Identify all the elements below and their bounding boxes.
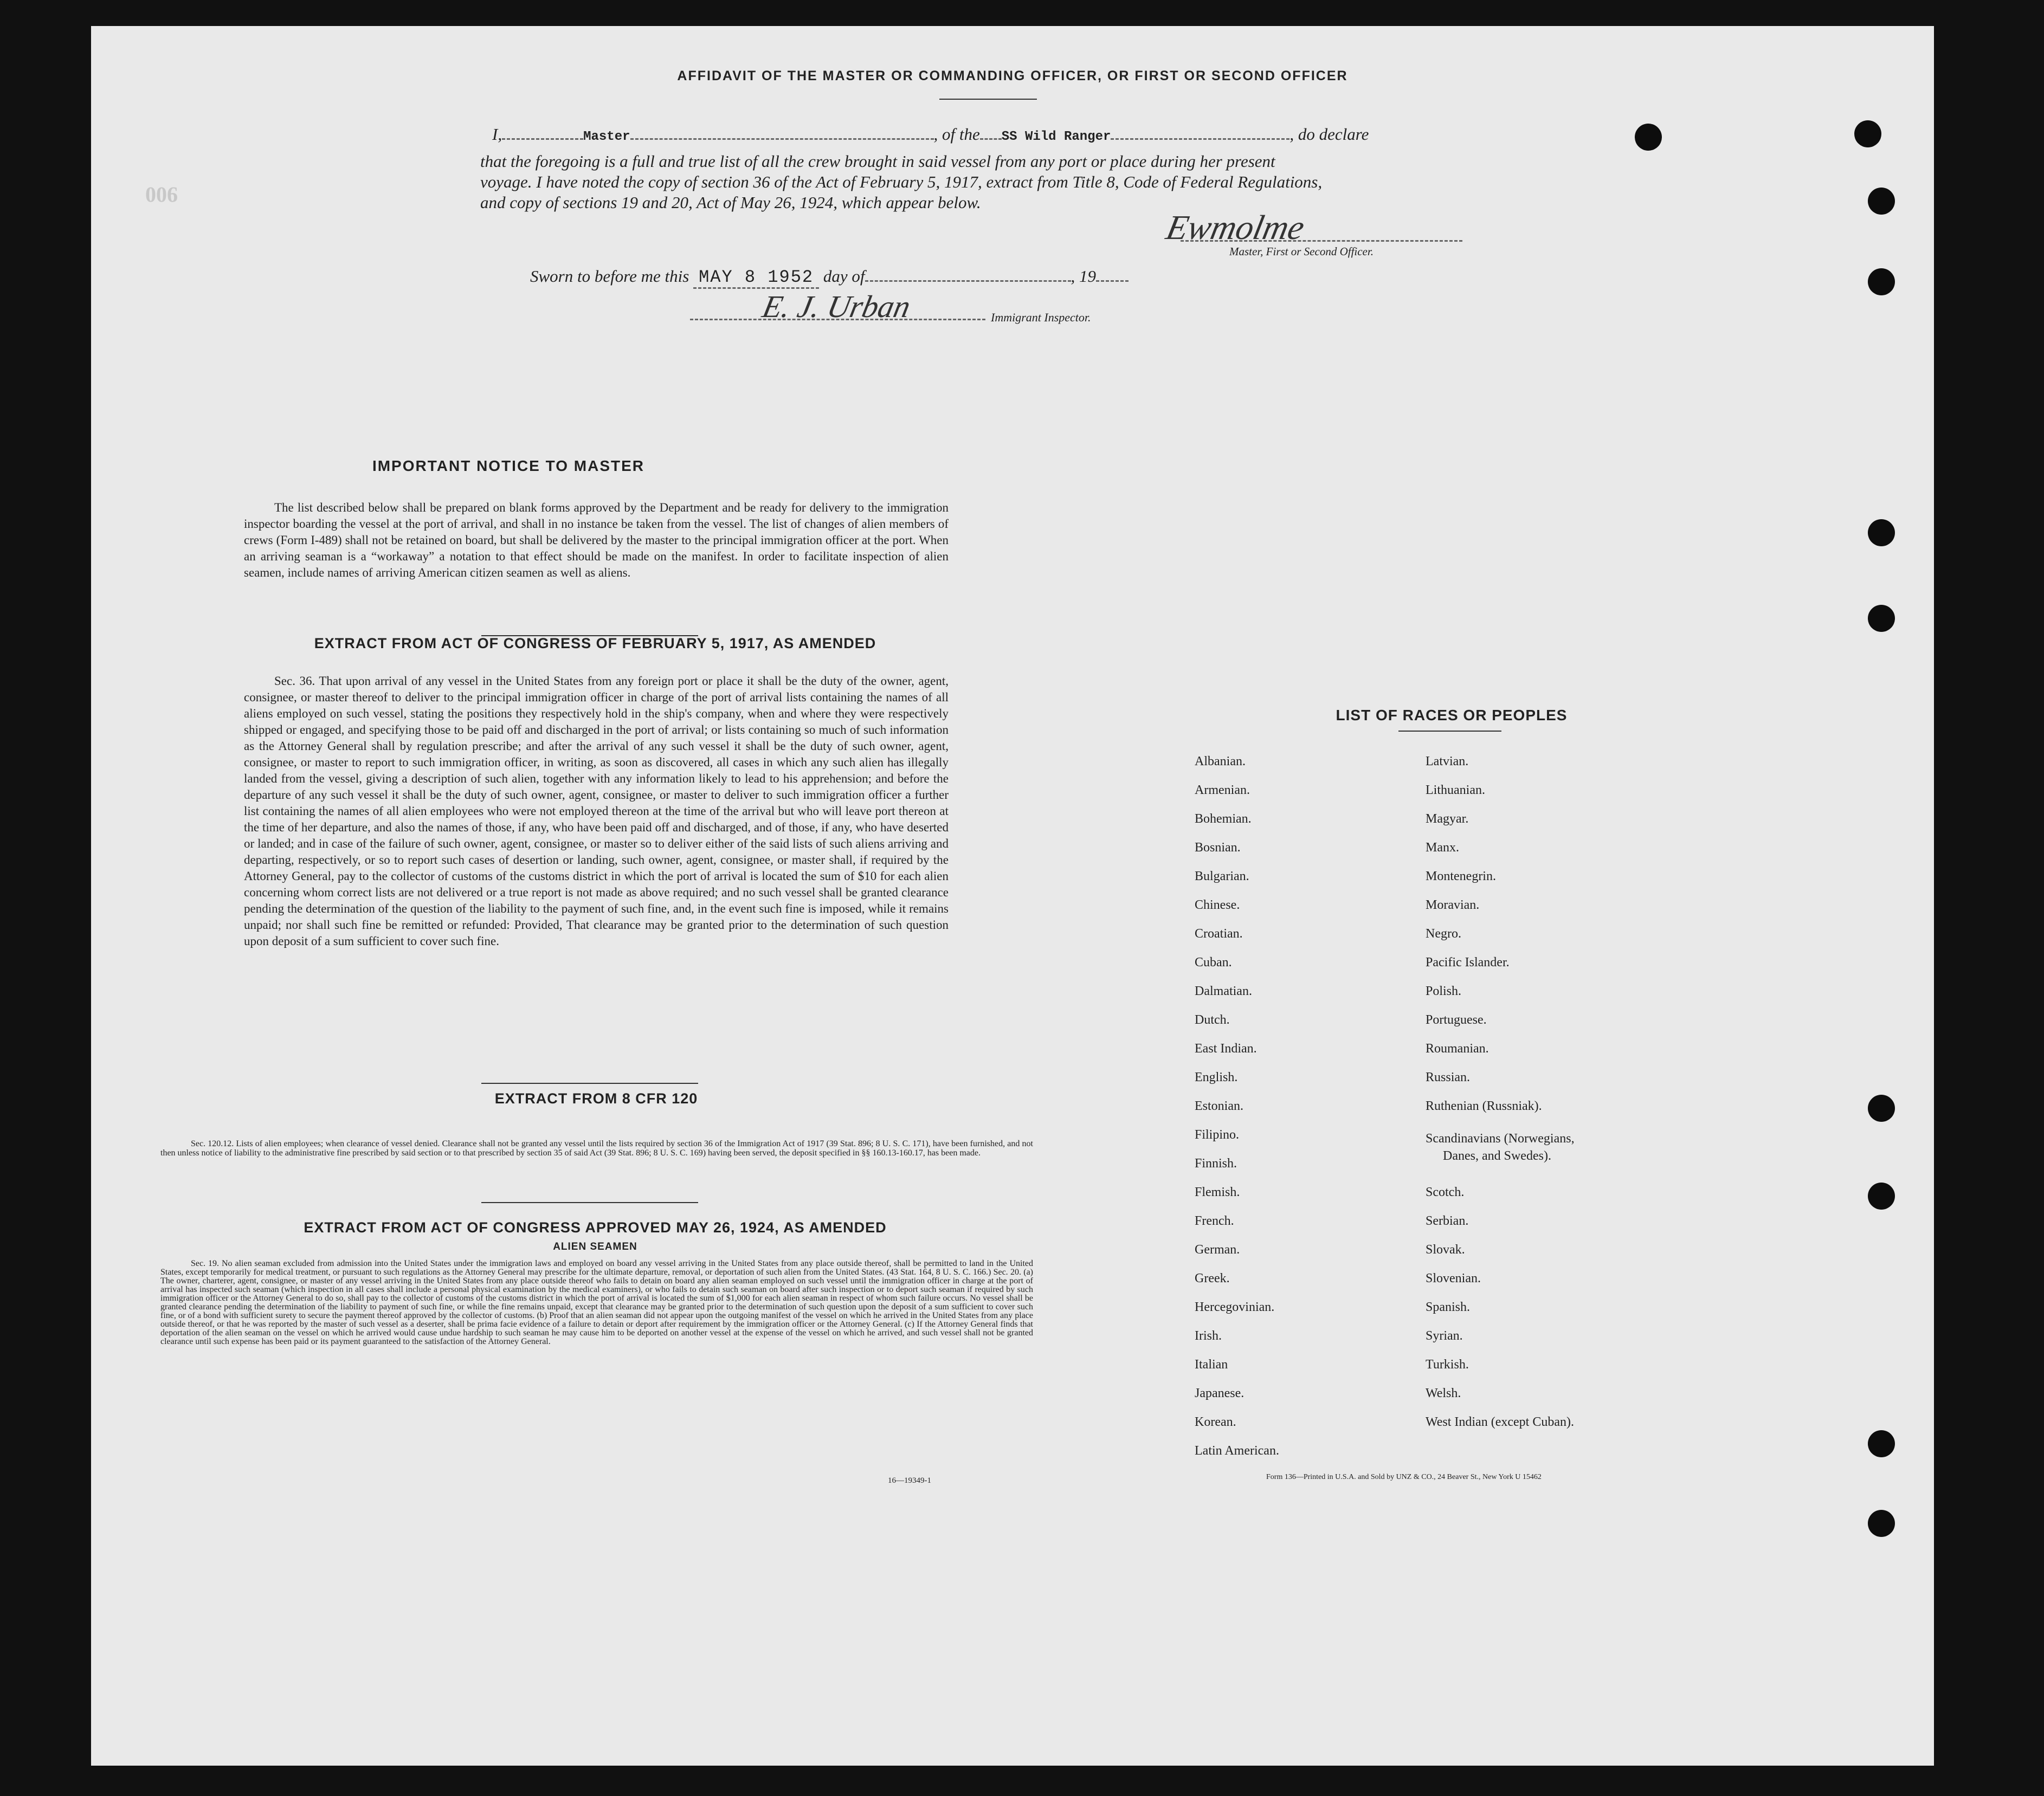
race-right: Pacific Islander.: [1426, 955, 1510, 970]
race-right: Polish.: [1426, 984, 1462, 998]
race-left: Bosnian.: [1195, 841, 1241, 855]
race-left: Armenian.: [1195, 783, 1250, 797]
race-right: Negro.: [1426, 927, 1461, 941]
extract-1924-title: EXTRACT FROM ACT OF CONGRESS APPROVED MAY 26, 1924, AS AMENDED: [304, 1219, 887, 1236]
race-right: Serbian.: [1426, 1214, 1469, 1228]
race-left: Dutch.: [1195, 1013, 1230, 1027]
punch-hole: [1868, 1430, 1895, 1457]
races-title-rule: [1398, 731, 1501, 732]
sworn-mid: day of: [823, 267, 865, 286]
sworn-prefix: Sworn to before me this: [530, 267, 689, 286]
notice-body: The list described below shall be prepared on blank forms approved by the Department and be ready for delivery to the immigration inspector boarding the vessel at the port of arrival, and shall in no instance be taken from the vessel. The list of changes of alien members of crews (Form I-489) shall not be retained on board, but shall be delivered by the master to the principal immigration officer at the port. When an arriving seaman is a “workaway” a notation to that effect should be made on the manifest. In order to facilitate inspection of alien seamen, include names of arriving American citizen seamen as well as aliens.: [244, 501, 949, 579]
sworn-year: , 19: [1071, 267, 1096, 286]
punch-hole: [1854, 120, 1881, 147]
vessel-value: SS Wild Ranger: [1001, 130, 1111, 144]
affidavit-title: AFFIDAVIT OF THE MASTER OR COMMANDING OFFICER, OR FIRST OR SECOND OFFICER: [677, 68, 1348, 83]
extract-1924-body: Sec. 19. No alien seaman excluded from admission into the United States under the immigration laws and employed on board any vessel arriving in the United States from any place outside thereof, shall be permitted to land in the United States, except temporarily for medical treatment, or pursuant to such regulations as the Attorney General may prescribe for the ultimate departure, removal, or deportation of such alien from the United States. (43 Stat. 164, 8 U. S. C. 166.) Sec. 20. (a) The owner, charterer, agent, consignee, or master of any vessel arriving in the United States from any place outside thereof who fails to detain on board any alien seaman employed on such vessel until the immigration officer in charge at the port of arrival has inspected such seaman (which inspection in all cases shall include a personal physical examination by the medical examiners), or who fails to detain such seaman on board after such inspection or to deport such seaman if required by such immigration officer or the Attorney General to do so, shall pay to the collector of customs of the customs district in which the port of arrival is located the sum of $1,000 for each alien seaman in respect of whom such failure occurs. No vessel shall be granted clearance pending the determination of the liability to payment of such fine, or while the fine remains unpaid, except that clearance may be granted prior to the determination of such question upon the deposit of a sum sufficient to cover such fine, or of a bond with sufficient surety to secure the payment thereof approved by the collector of customs. (b) Proof that an alien seaman did not appear upon the outgoing manifest of the vessel on which he arrived in the United States from any place outside thereof, or that he was reported by the master of such vessel as a deserter, shall be prima facie evidence of a failure to detain or deport after requirement by the immigration officer or the Attorney General. (c) If the Attorney General finds that deportation of the alien seaman on the vessel on which he arrived would cause undue hardship to such seaman he may cause him to be deported on another vessel at the expense of the vessel on which he arrived, and such vessel shall not be granted clearance until such expense has been paid or its payment guaranteed to the satisfaction of the Attorney General.: [160, 1259, 1033, 1346]
dash-fill: [1096, 280, 1129, 282]
extract-1917-title: EXTRACT FROM ACT OF CONGRESS OF FEBRUARY 5, 1917, AS AMENDED: [314, 635, 876, 651]
race-left: Bohemian.: [1195, 812, 1252, 826]
margin-number: 900: [145, 183, 178, 207]
race-right: West Indian (except Cuban).: [1426, 1415, 1574, 1429]
race-left: Cuban.: [1195, 955, 1232, 970]
dash-fill: [630, 138, 934, 140]
race-right: Turkish.: [1426, 1358, 1469, 1372]
section-rule: [481, 1202, 698, 1203]
race-right: Scotch.: [1426, 1185, 1465, 1199]
inspector-dash-line: [690, 319, 985, 320]
race-left: Croatian.: [1195, 927, 1243, 941]
punch-hole: [1868, 1095, 1895, 1122]
date-stamp: MAY 8 1952: [693, 267, 819, 289]
punch-hole: [1868, 1510, 1895, 1537]
race-left: Filipino.: [1195, 1128, 1240, 1142]
punch-hole: [1868, 188, 1895, 215]
race-left: Finnish.: [1195, 1157, 1237, 1171]
race-left: Flemish.: [1195, 1185, 1240, 1199]
punch-hole: [1868, 268, 1895, 295]
form-number: 16—19349-1: [888, 1476, 931, 1485]
dash-fill: [502, 138, 583, 140]
race-left: Korean.: [1195, 1415, 1236, 1429]
inspector-caption: Immigrant Inspector.: [991, 311, 1091, 324]
dash-fill: [1111, 138, 1289, 140]
race-left: Greek.: [1195, 1271, 1230, 1285]
race-right: Roumanian.: [1426, 1042, 1489, 1056]
race-right: Latvian.: [1426, 754, 1469, 768]
race-right: Spanish.: [1426, 1300, 1471, 1314]
race-left: Hercegovinian.: [1195, 1300, 1275, 1314]
extract-1917-body: Sec. 36. That upon arrival of any vessel in the United States from any foreign port or place it shall be the duty of the owner, agent, consignee, or master thereof to deliver to the principal immigration officer in charge of the port of arrival lists containing the names of all aliens employed on such vessel, stating the positions they respectively hold in the ship's company, when and where they were respectively shipped or engaged, and specifying those to be paid off and discharged in the port of arrival; or lists containing so much of such information as the Attorney General shall by regulation prescribe; and after the arrival of any such vessel it shall be the duty of such owner, agent, consignee, or master to report to such immigration officer, in writing, as soon as discovered, all cases in which any such alien has illegally landed from the vessel, giving a description of such alien, together with any information likely to lead to his apprehension; and before the departure of any such vessel it shall be the duty of such owner, agent, consignee, or master to deliver to such immigration officer a further list containing the names of all alien employees who were not employed thereon at the time of the arrival but who will leave port thereon at the time of her departure, and also the names of those, if any, who have been paid off and discharged, and of those, if any, who have deserted or landed; and in case of the failure of such owner, agent, consignee, or master so to deliver either of the said lists of such aliens arriving and departing, respectively, or so to report such cases of desertion or landing, such owner, agent, consignee, or master shall, if required by the Attorney General, pay to the collector of customs of the customs district in which the port of arrival is located the sum of $10 for each alien concerning whom correct lists are not delivered or a true report is not made as above required; and no such vessel shall be granted clearance pending the determination of the question of the liability to the payment of such fine, and, in the event such fine is imposed, while it remains unpaid; nor shall such fine be remitted or refunded: Provided, That clearance may be granted prior to the determination of such question upon deposit of a sum sufficient to cover such fine.: [244, 674, 949, 948]
race-right: Montenegrin.: [1426, 869, 1496, 883]
race-right: Russian.: [1426, 1070, 1471, 1084]
race-right: Lithuanian.: [1426, 783, 1485, 797]
section-rule: [481, 1083, 698, 1084]
line1-suffix: , do declare: [1289, 125, 1369, 144]
inspector-signature: E. J. Urban: [759, 289, 914, 324]
extract-cfr-body: Sec. 120.12. Lists of alien employees; when clearance of vessel denied. Clearance shall not be granted any vessel until the lists required by section 36 of the Immigration Act of 1917 (39 Stat. 896; 8 U. S. C. 171), have been furnished, and not then unless notice of liability to the administrative fine prescribed by said section or to that prescribed by section 35 of said Act (39 Stat. 896; 8 U. S. C. 169) having been served, the deposit specified in §§ 160.13-160.17, has been made.: [160, 1139, 1033, 1158]
line1-prefix: I,: [492, 125, 502, 144]
race-right: Moravian.: [1426, 898, 1480, 912]
affidavit-line-2: that the foregoing is a full and true list of all the crew brought in said vessel from any port or place during her present: [480, 152, 1275, 171]
race-left: English.: [1195, 1070, 1238, 1084]
race-left: Latin American.: [1195, 1444, 1279, 1458]
race-left: Albanian.: [1195, 754, 1246, 768]
race-right: Danes, and Swedes).: [1443, 1149, 1551, 1163]
punch-hole: [1635, 124, 1662, 151]
signature-dash-line: [1181, 240, 1462, 242]
affidavit-line-1: [492, 125, 1369, 144]
race-right: Slovak.: [1426, 1243, 1465, 1257]
race-right: Manx.: [1426, 841, 1459, 855]
extract-1924-subtitle: ALIEN SEAMEN: [553, 1241, 637, 1252]
race-left: Dalmatian.: [1195, 984, 1252, 998]
master-signature: Ewmolme: [1163, 208, 1308, 247]
affidavit-line-4: and copy of sections 19 and 20, Act of May 26, 1924, which appear below.: [480, 193, 981, 212]
form-footer: Form 136—Printed in U.S.A. and Sold by UNZ & CO., 24 Beaver St., New York U 15462: [1266, 1473, 1542, 1481]
punch-hole: [1868, 1183, 1895, 1210]
race-right: Slovenian.: [1426, 1271, 1481, 1285]
race-left: German.: [1195, 1243, 1240, 1257]
affidavit-line-3: voyage. I have noted the copy of section 36 of the Act of February 5, 1917, extract from Title 8, Code of Federal Regulations,: [480, 172, 1323, 191]
line1-mid: , of the: [933, 125, 980, 144]
punch-hole: [1868, 605, 1895, 632]
race-left: French.: [1195, 1214, 1234, 1228]
race-right: Syrian.: [1426, 1329, 1463, 1343]
race-right: Welsh.: [1426, 1386, 1461, 1400]
master-value: Master: [583, 130, 630, 144]
dash-fill: [865, 280, 1071, 282]
punch-hole: [1868, 519, 1895, 546]
title-rule: [939, 99, 1037, 100]
races-title: LIST OF RACES OR PEOPLES: [1336, 707, 1568, 723]
master-caption: Master, First or Second Officer.: [1229, 245, 1374, 258]
race-right: Scandinavians (Norwegians,: [1426, 1132, 1575, 1146]
race-left: Bulgarian.: [1195, 869, 1249, 883]
document-page: [91, 26, 1934, 1766]
race-left: Estonian.: [1195, 1099, 1243, 1113]
race-left: Irish.: [1195, 1329, 1222, 1343]
race-right: Ruthenian (Russniak).: [1426, 1099, 1542, 1113]
race-right: Portuguese.: [1426, 1013, 1487, 1027]
race-left: East Indian.: [1195, 1042, 1257, 1056]
notice-title: IMPORTANT NOTICE TO MASTER: [372, 457, 645, 474]
sworn-line: [530, 267, 1129, 287]
race-left: Japanese.: [1195, 1386, 1245, 1400]
extract-cfr-title: EXTRACT FROM 8 CFR 120: [494, 1090, 698, 1107]
race-left: Italian: [1195, 1358, 1228, 1372]
dash-fill: [980, 138, 1002, 140]
race-left: Chinese.: [1195, 898, 1240, 912]
race-right: Magyar.: [1426, 812, 1469, 826]
